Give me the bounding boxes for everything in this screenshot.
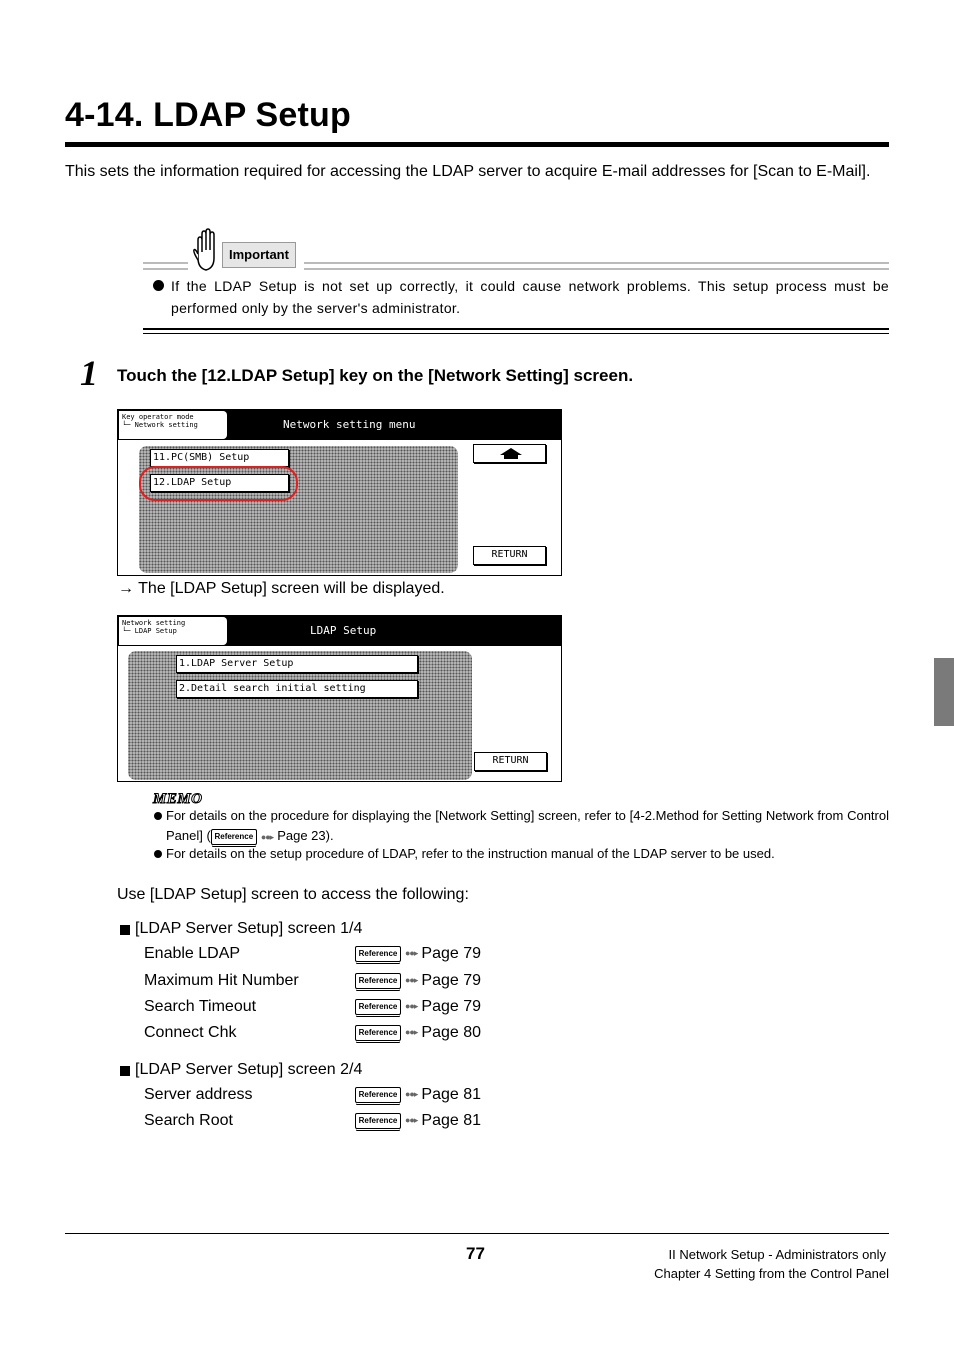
up-arrow-icon (476, 445, 546, 462)
screen-title: Network setting menu (283, 418, 416, 431)
item-name: Connect Chk (144, 1024, 237, 1041)
section-bullet (120, 925, 130, 935)
item-reference (355, 1112, 481, 1130)
reference-badge: Reference (355, 946, 401, 962)
item-reference (355, 945, 481, 963)
reference-badge: Reference (211, 829, 257, 845)
page-number: 77 (466, 1244, 485, 1263)
result-text: → The [LDAP Setup] screen will be displayed. (118, 580, 445, 597)
item-name: Maximum Hit Number (144, 972, 299, 989)
page-title: 4-14. LDAP Setup (65, 96, 351, 134)
return-button[interactable]: RETURN (474, 752, 547, 771)
important-bullet (153, 280, 164, 291)
memo-item (166, 806, 889, 847)
page-ref[interactable]: Page 79 (421, 972, 481, 989)
page-ref[interactable]: Page 81 (421, 1086, 481, 1103)
page-ref[interactable]: Page 81 (421, 1112, 481, 1129)
important-label: Important (222, 242, 296, 268)
item-name: Search Root (144, 1112, 233, 1129)
intro-paragraph: This sets the information required for accessing the LDAP server to acquire E-mail addresses for [Scan to E-Mail]. (65, 163, 871, 180)
screen-breadcrumb (119, 411, 227, 439)
pc-smb-setup-button[interactable]: 11.PC(SMB) Setup (150, 449, 289, 467)
breadcrumb-line: Network setting (122, 619, 186, 627)
footer-rule (65, 1233, 889, 1234)
page-ref[interactable]: Page 79 (421, 998, 481, 1015)
important-rule-left (143, 262, 188, 270)
section-bullet (120, 1066, 130, 1076)
screen-breadcrumb (119, 617, 227, 645)
memo-text: For details on the procedure for displaying the [Network Setting] screen, refer to [4-2.Method for Setting Network from Control Panel] ( (166, 808, 889, 843)
reference-badge: Reference (355, 973, 401, 989)
reference-badge: Reference (355, 1087, 401, 1103)
highlight-circle (139, 466, 298, 501)
reference-arrow-icon: ●●▸ (405, 1089, 418, 1100)
item-reference (355, 972, 481, 990)
reference-arrow-icon: ●●▸ (405, 975, 418, 986)
breadcrumb-line: └─ LDAP Setup (122, 627, 177, 635)
section-heading: [LDAP Server Setup] screen 1/4 (135, 920, 363, 937)
reference-arrow-icon: ●●▸ (260, 831, 274, 842)
memo-label: MEMO (153, 791, 203, 807)
item-reference (355, 1086, 481, 1104)
footer-section: II Network Setup - Administrators only (668, 1247, 886, 1262)
reference-arrow-icon: ●●▸ (405, 1001, 418, 1012)
return-button[interactable]: RETURN (473, 546, 546, 565)
item-name: Enable LDAP (144, 945, 241, 962)
ldap-setup-button[interactable]: 12.LDAP Setup (150, 474, 289, 492)
section-heading: [LDAP Server Setup] screen 2/4 (135, 1061, 363, 1078)
reference-badge: Reference (355, 1113, 401, 1129)
memo-bullet (154, 850, 162, 858)
reference-arrow-icon: ●●▸ (405, 1027, 418, 1038)
page-ref[interactable]: Page 80 (421, 1024, 481, 1041)
memo-item: For details on the setup procedure of LDAP, refer to the instruction manual of the LDAP server to be used. (166, 846, 775, 861)
reference-badge: Reference (355, 999, 401, 1015)
item-reference (355, 998, 481, 1016)
reference-arrow-icon: ●●▸ (405, 1115, 418, 1126)
chapter-side-tab (934, 658, 954, 726)
item-name: Search Timeout (144, 998, 257, 1015)
step-number: 1 (80, 353, 98, 393)
memo-text: Page 23). (277, 828, 334, 843)
important-rule-right (304, 262, 889, 270)
reference-badge: Reference (355, 1025, 401, 1041)
ldap-setup-screen (117, 615, 562, 782)
screen-title: LDAP Setup (310, 624, 377, 637)
breadcrumb-line: └─ Network setting (122, 421, 198, 429)
hand-stop-icon (192, 228, 220, 272)
use-line: Use [LDAP Setup] screen to access the following: (117, 886, 469, 903)
title-rule (65, 142, 889, 147)
memo-bullet (154, 812, 162, 820)
step-instruction: Touch the [12.LDAP Setup] key on the [Network Setting] screen. (117, 366, 634, 385)
item-name: Server address (144, 1086, 253, 1103)
ldap-server-setup-button[interactable]: 1.LDAP Server Setup (176, 655, 418, 673)
home-button[interactable] (473, 444, 546, 463)
detail-search-setting-button[interactable]: 2.Detail search initial setting (176, 680, 418, 698)
reference-arrow-icon: ●●▸ (405, 948, 418, 959)
item-reference (355, 1024, 481, 1042)
footer-chapter: Chapter 4 Setting from the Control Panel (654, 1266, 889, 1281)
page-ref[interactable]: Page 79 (421, 945, 481, 962)
important-text: If the LDAP Setup is not set up correctly, it could cause network problems. This setup process must be performed only by the server's administrator. (171, 278, 889, 316)
important-rule-bottom (143, 328, 889, 334)
breadcrumb-line: Key operator mode (122, 413, 194, 421)
